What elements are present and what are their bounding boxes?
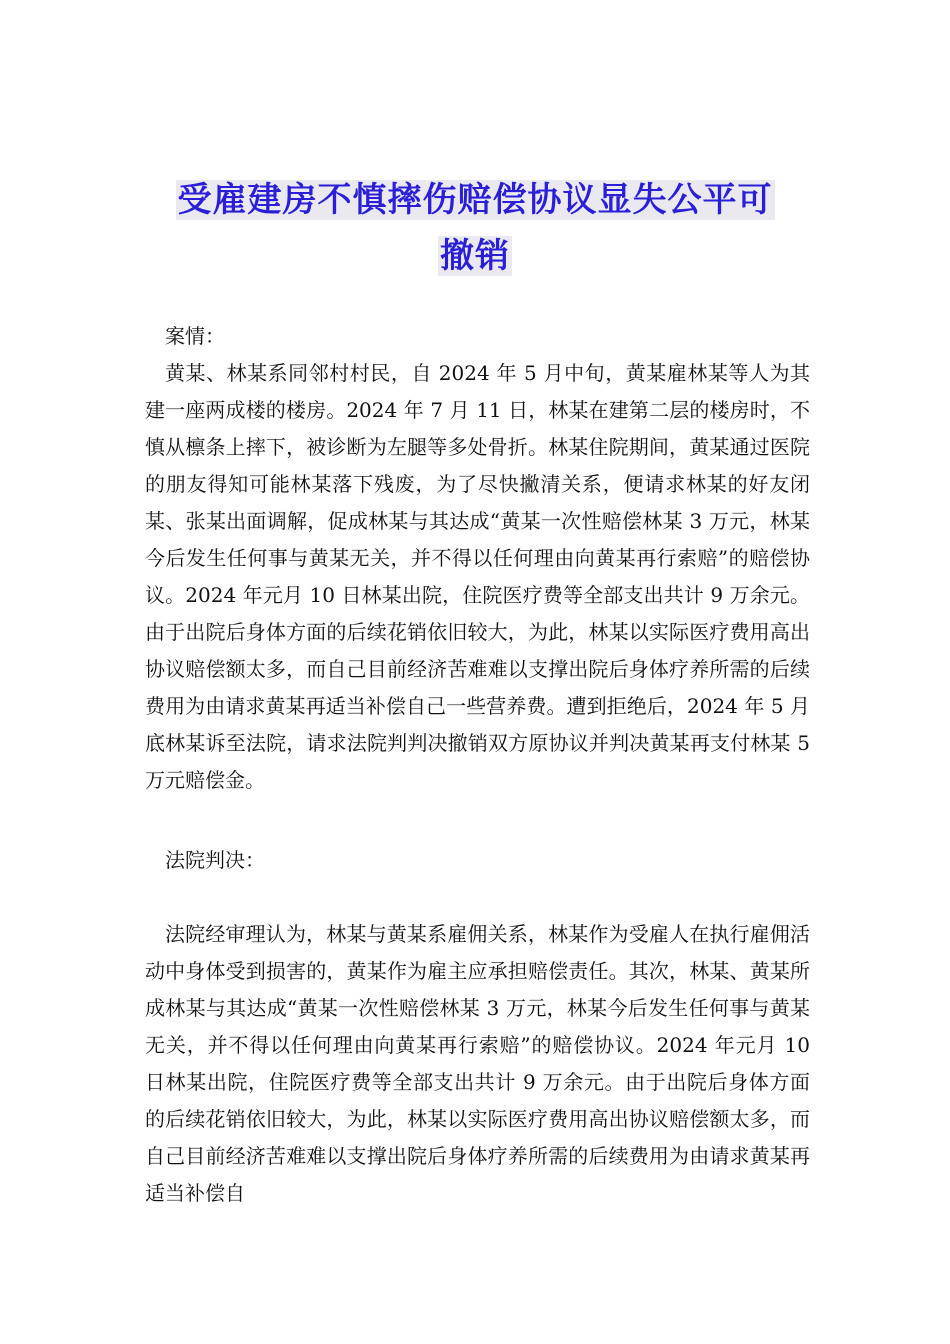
- case-paragraph: 黄某、林某系同邻村村民，自 2024 年 5 月中旬，黄某雇林某等人为其建一座两成楼的楼房。2024 年 7 月 11 日，林某在建第二层的楼房时，不慎从檩条上摔下，被诊断为左腿等多处骨折。林某住院期间，黄某通过医院的朋友得知可能林某落下残废，为了尽快撇清关系，便请求林某的好友闭某、张某出面调解，促成林某与其达成“黄某一次性赔偿林某 3 万元，林某今后发生任何事与黄某无关，并不得以任何理由向黄某再行索赔”的赔偿协议。2024 年元月 10 日林某出院，住院医疗费等全部支出共计 9 万余元。由于出院后身体方面的后续花销依旧较大，为此，林某以实际医疗费用高出协议赔偿额太多，而自己目前经济苦难难以支撑出院后身体疗养所需的后续费用为由请求黄某再适当补偿自己一些营养费。遭到拒绝后，2024 年 5 月底林某诉至法院，请求法院判判决撤销双方原协议并判决黄某再支付林某 5 万元赔偿金。: [145, 361, 810, 792]
- section-label-case: 案情：: [165, 324, 225, 348]
- title-line-2: 撤销: [440, 236, 510, 276]
- judgment-paragraph: 法院经审理认为，林某与黄某系雇佣关系，林某作为受雇人在执行雇佣活动中身体受到损害的，黄某作为雇主应承担赔偿责任。其次，林某、黄某所成林某与其达成“黄某一次性赔偿林某 3 万元，林某今后发生任何事与黄某无关，并不得以任何理由向黄某再行索赔”的赔偿协议。2024 年元月 10 日林某出院，住院医疗费等全部支出共计 9 万余元。由于出院后身体方面的后续花销依旧较大，为此，林某以实际医疗费用高出协议赔偿额太多，而自己目前经济苦难难以支撑出院后身体疗养所需的后续费用为由请求黄某再适当补偿自: [145, 922, 810, 1205]
- title-line-1: 受雇建房不慎摔伤赔偿协议显失公平可: [177, 180, 773, 220]
- section-label-judgment: 法院判决：: [165, 848, 265, 872]
- document-title: [100, 172, 850, 284]
